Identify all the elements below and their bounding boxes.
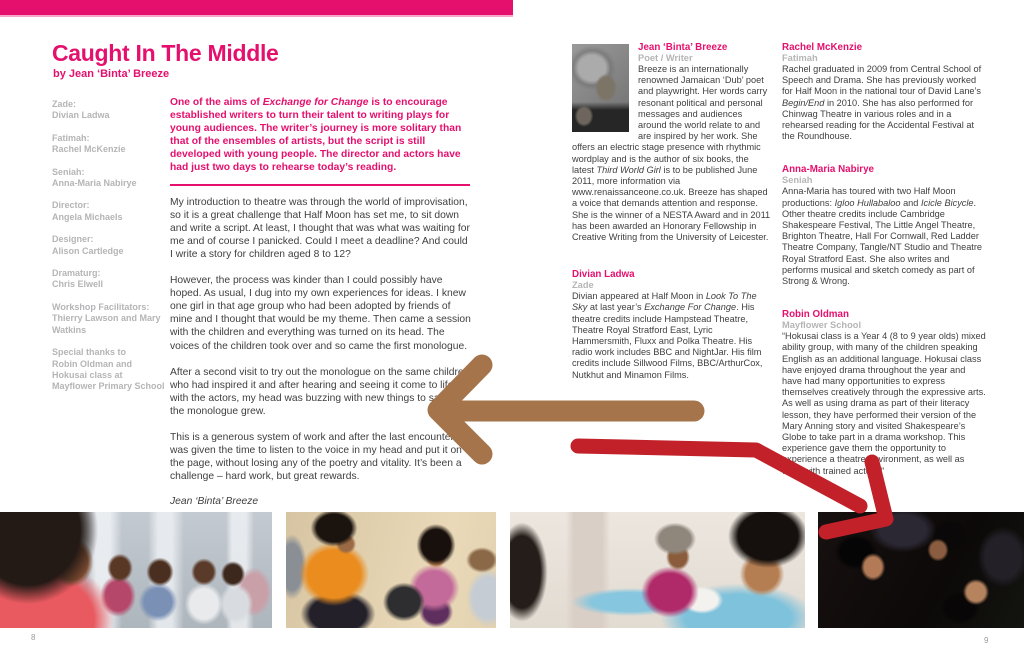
- credit-role: Seniah:: [52, 166, 85, 177]
- photo-children-workshop: [0, 512, 272, 628]
- photo-rehearsal-pointing: [510, 512, 805, 628]
- bio-text: Anna-Maria has toured with two Half Moon productions: Igloo Hullabaloo and Icicle Bicycle. Other theatre credits include Cambridge Shakespeare Festival, The Little Angel Theatre, Brighton Theatre, Hall For Cornwall, Red Ladder Theatre Company, Tangle/NT Studio and Theatre Royal Stratford East. She also writes and performs musical and sketch comedy as part of Strong & Wrong.: [782, 186, 983, 287]
- byline: by Jean ‘Binta’ Breeze: [53, 68, 170, 80]
- article-body: [170, 196, 472, 484]
- author-signature: Jean ‘Binta’ Breeze: [170, 496, 259, 508]
- bio-role: Mayflower School: [782, 320, 862, 331]
- body-paragraph: This is a generous system of work and after the last encounter I was given the time to listen to the voice in my head and put it on the page, without losing any of the poetry and vitality. It’s been a challenge – hard work, but great rewards.: [170, 431, 462, 483]
- credit-role: Special thanks to: [52, 347, 127, 358]
- body-paragraph: However, the process was kinder than I could possibly have hoped. As usual, I dug into my own experiences for ideas. I knew one girl in that age group who had been adopted by friends of mine and I thought that would be my theme. Then came a session with the children and everything was turned on its head. The voices of the children took over and so came the first monologue.: [170, 275, 471, 352]
- body-paragraph: After a second visit to try out the monologue on the same children who had inspired it and after hearing and seeing it come to life with the actors, my head was buzzing with new things to say as the monologue grew.: [170, 366, 470, 417]
- bio-text: “Hokusai class is a Year 4 (8 to 9 year olds) mixed ability group, with many of the children speaking English as an additional language. Hokusai class have enjoyed drama throughout the year and have had many opportunities to express themselves creatively through the expressive arts. As well as using drama as part of their literacy lesson, they have performed their version of the Mary Anning story and visited Shakespeare’s Globe to take part in a drama workshop. This experience gave them the opportunity to experience a theatre environment, as well as work with trained actors.”: [782, 331, 986, 476]
- bio-column-1: [572, 42, 771, 401]
- credit-role: Zade:: [52, 99, 77, 109]
- credit-entry: [52, 133, 168, 156]
- credit-name: Chris Elwell: [52, 279, 104, 290]
- bio-robin-oldman: [782, 309, 986, 477]
- bio-text: Rachel graduated in 2009 from Central School of Speech and Drama. She has previously worked for Half Moon in the national tour of David Lane’s Begin/End in 2010. She has also performed for Chinwag Theatre in various roles and in a rehearsed reading for the Accidental Festival at the Roundhouse.: [782, 64, 982, 142]
- credits-sidebar: [52, 99, 168, 404]
- bio-name: Jean ‘Binta’ Breeze: [638, 42, 728, 53]
- credit-entry: [52, 167, 168, 190]
- body-paragraph: My introduction to theatre was through the world of improvisation, so it is a great challenge that Half Moon has set me, to sit down and write a script. At least, I thought that was what was waiting for me and of course I panicked. Could I meet a deadline? And could I write a story for children aged 8 to 12?: [170, 196, 470, 260]
- bio-role: Poet / Writer: [638, 53, 693, 63]
- credit-name: Divian Ladwa: [52, 110, 110, 121]
- credit-entry: [52, 200, 168, 223]
- page-number-left: 8: [31, 633, 36, 642]
- bio-text: Breeze is an internationally renowned Jamaican ‘Dub’ poet and playwright. Her words carry resonant political and personal messages and audiences around the world relate to and are inspired by her work. She offers an electric stage presence with rhythmic wordplay and is the author of six books, the latest Third World Girl is to be published June 2011, more information via www.renaissanceone.co.uk. Breeze has shaped a voice that demands attention and response. She is the winner of a NESTA Award and in 2011 has been awarded an Honorary Fellowship in Creative Writing from the University of Leicester.: [572, 64, 771, 243]
- credit-name: Anna-Maria Nabirye: [52, 178, 137, 189]
- bio-role: Zade: [572, 280, 594, 291]
- credit-role: Workshop Facilitators:: [52, 301, 150, 312]
- bio-column-2: [782, 42, 986, 497]
- credit-name: Rachel McKenzie: [52, 144, 126, 155]
- bio-rachel-mckenzie: [782, 42, 986, 142]
- credit-role: Fatimah:: [52, 132, 90, 143]
- credit-name: Thierry Lawson and Mary Watkins: [52, 313, 161, 335]
- top-accent-bar: [0, 0, 513, 17]
- breeze-portrait-photo: [572, 44, 629, 132]
- bio-name: Rachel McKenzie: [782, 42, 863, 53]
- photo-children-lying: [818, 512, 1024, 628]
- bio-role: Fatimah: [782, 53, 818, 63]
- credit-name: Alison Cartledge: [52, 245, 124, 256]
- credit-name: Angela Michaels: [52, 211, 123, 222]
- bio-text: Divian appeared at Half Moon in Look To The Sky at last year’s Exchange For Change. His theatre credits include Hampstead Theatre, Theatre Royal Stratford East, Lyric Hammersmith, Fluxx and Polka Theatre. His radio work includes BBC and NightJar. His film credits include Sillwood Films, BBC/ArthurCox, Nutkhut and Minamon Films.: [572, 291, 763, 380]
- bio-name: Anna-Maria Nabirye: [782, 164, 875, 176]
- bio-jean-binta-breeze: [572, 42, 771, 243]
- credit-entry: [52, 234, 168, 257]
- bio-name: Robin Oldman: [782, 309, 849, 321]
- pink-divider: [170, 184, 470, 186]
- credit-role: Dramaturg:: [52, 268, 101, 279]
- credit-role: Designer:: [52, 234, 94, 245]
- bio-divian-ladwa: [572, 269, 771, 381]
- credit-role: Director:: [52, 200, 90, 211]
- page-number-right: 9: [984, 636, 989, 645]
- bio-role: Seniah: [782, 175, 813, 186]
- credit-name: Robin Oldman and Hokusai class at Mayflower Primary School: [52, 358, 165, 392]
- credit-entry: [52, 99, 168, 122]
- credit-entry: [52, 302, 168, 336]
- bio-name: Divian Ladwa: [572, 269, 635, 281]
- credit-entry: [52, 347, 168, 393]
- bio-anna-maria-nabirye: [782, 164, 986, 287]
- intro-paragraph: One of the aims of Exchange for Change is to encourage established writers to turn their talent to writing plays for young audiences. The writer’s journey is more solitary than that of the ensembles of artists, but the script is still developed with young people. The director and actors have had just two days to rehearse today’s reading.: [170, 97, 462, 174]
- credit-entry: [52, 268, 168, 291]
- photo-children-floor: [286, 512, 496, 628]
- article-column: [170, 96, 472, 507]
- page-title: Caught In The Middle: [52, 40, 279, 66]
